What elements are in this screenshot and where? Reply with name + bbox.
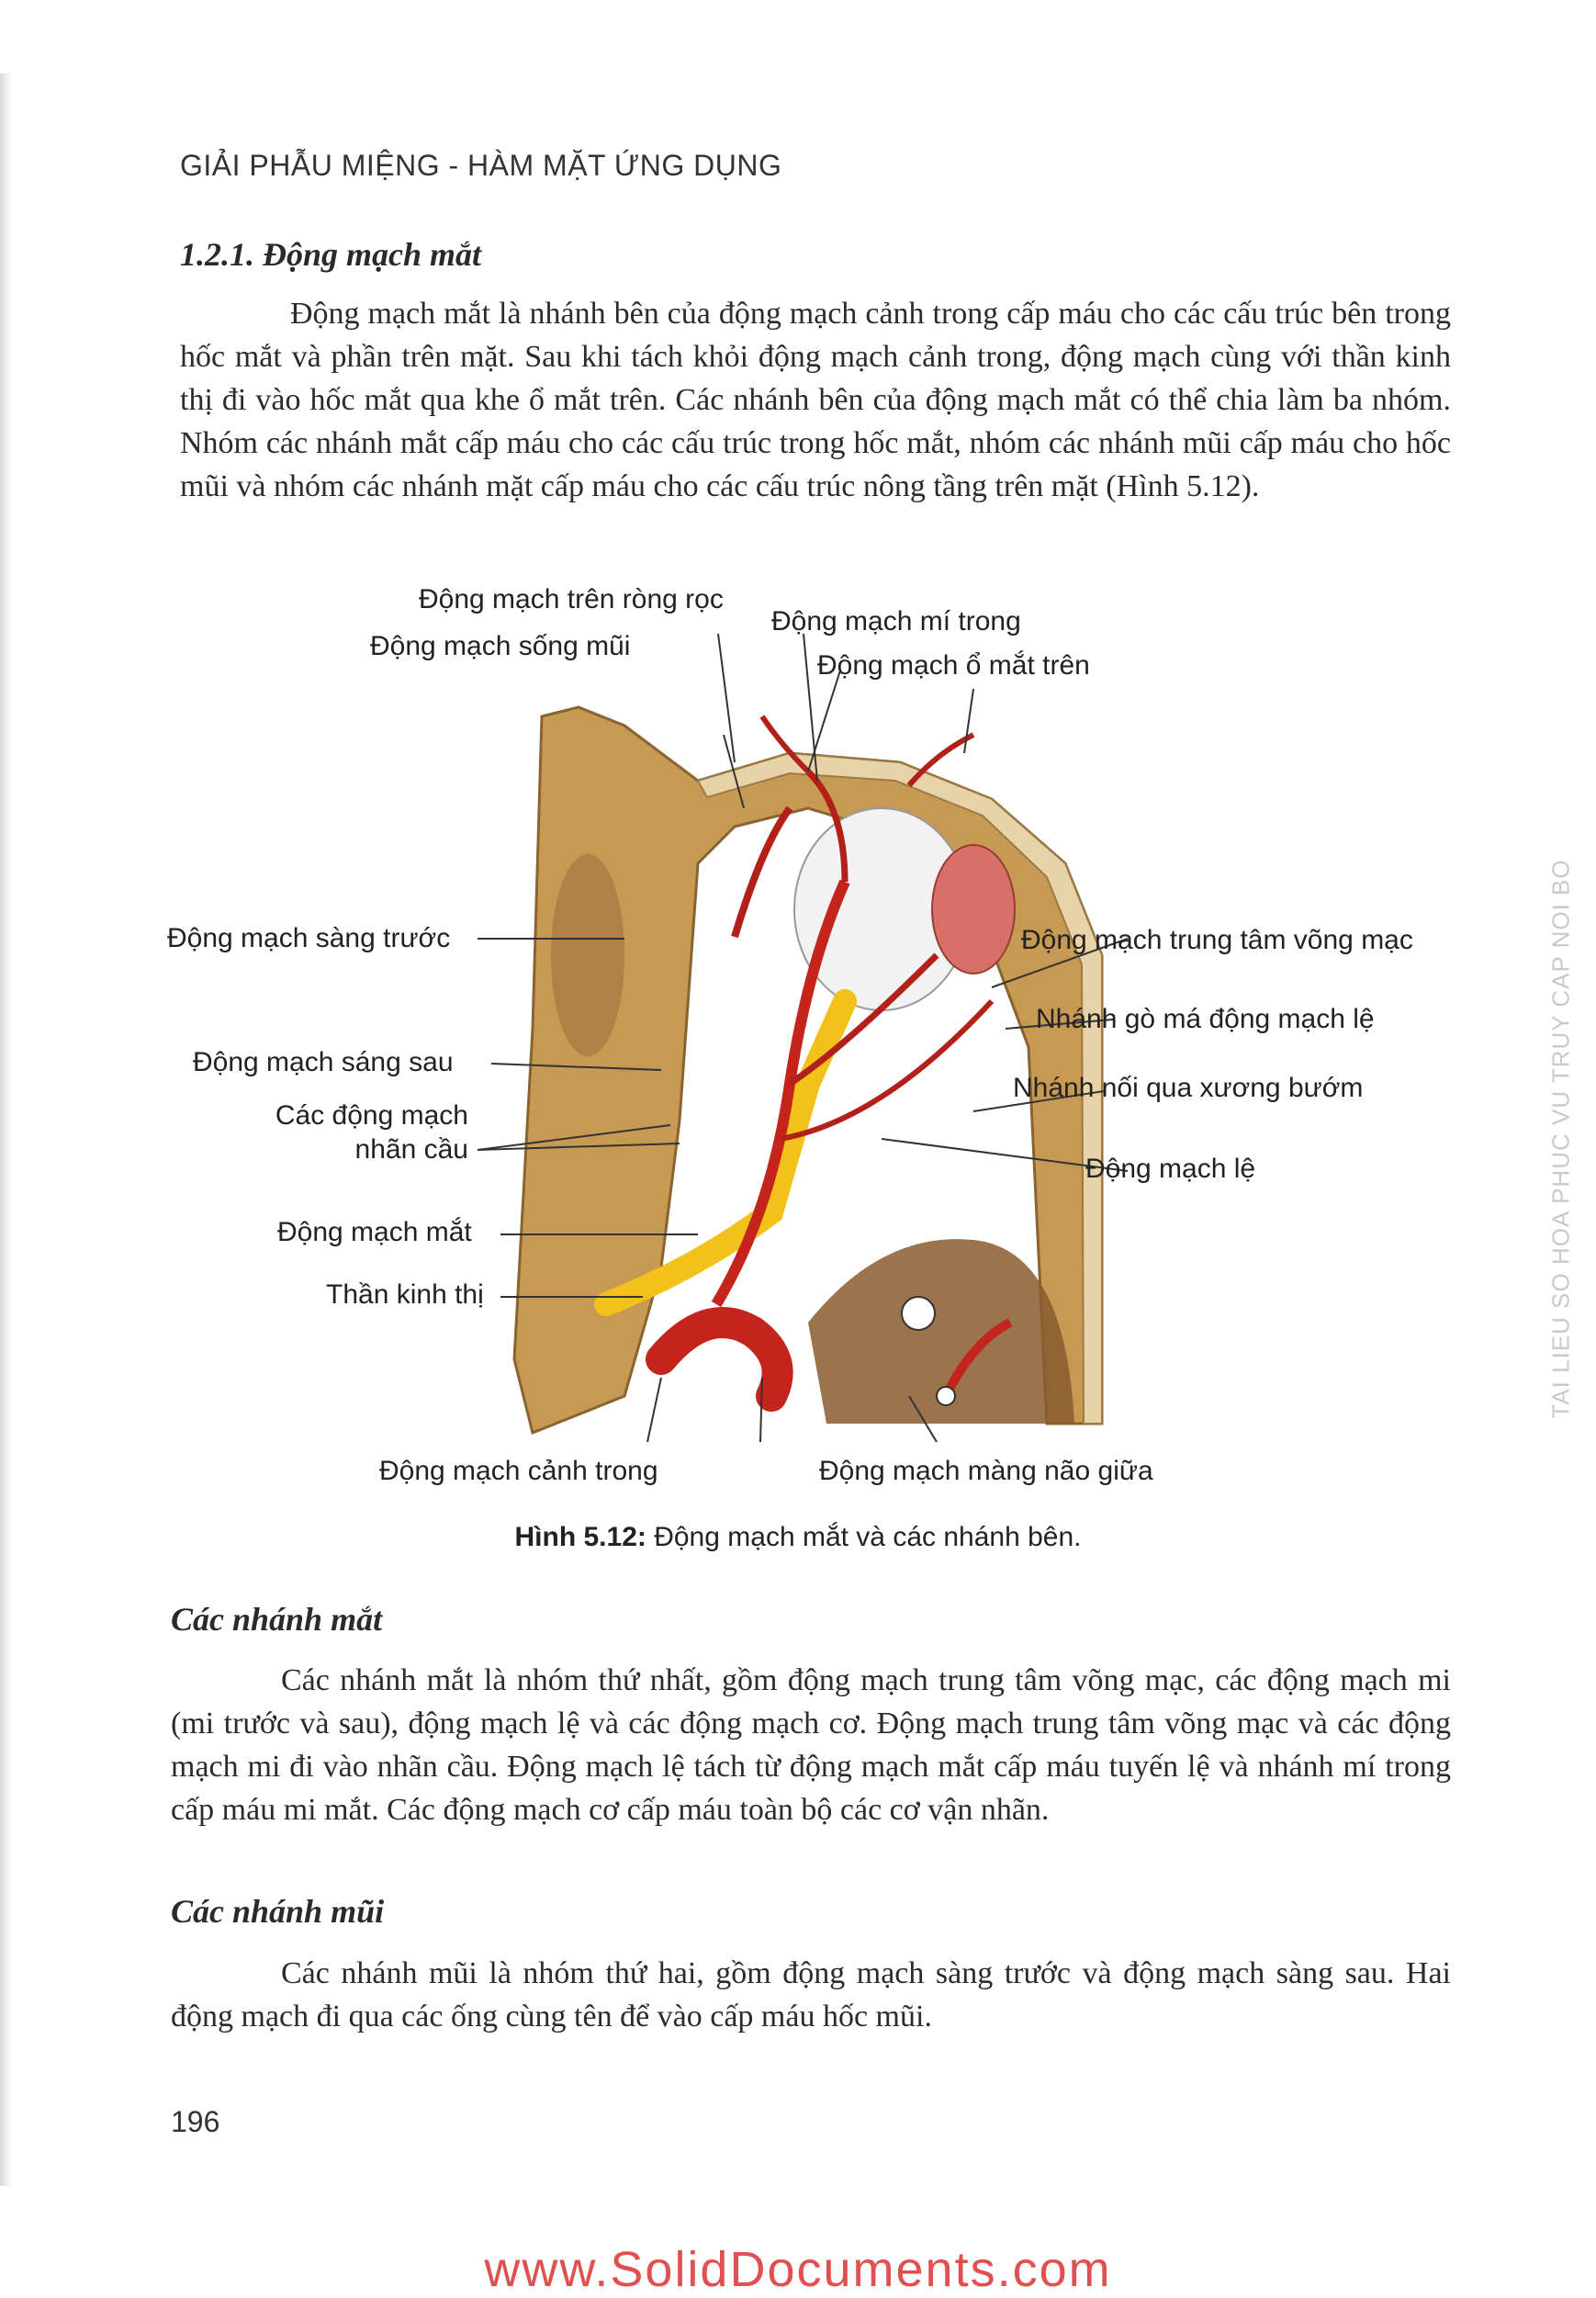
ethmoid-cells: [551, 854, 624, 1056]
label-sphenoid-anastomosis: Nhánh nối qua xương bướm: [1013, 1073, 1364, 1103]
label-zygomatic-branch: Nhánh gò má động mạch lệ: [1036, 1004, 1375, 1034]
label-supratrochlear: Động mạch trên ròng rọc: [419, 584, 724, 614]
figure-caption-text: Động mạch mắt và các nhánh bên.: [646, 1522, 1082, 1552]
label-ciliary-line1: Các động mạch: [275, 1100, 468, 1131]
section-heading: 1.2.1. Động mạch mắt: [180, 236, 482, 273]
internal-carotid-artery: [661, 1323, 778, 1396]
figure-caption-label: Hình 5.12:: [514, 1522, 646, 1552]
label-ophthalmic: Động mạch mắt: [277, 1217, 472, 1247]
label-anterior-ethmoidal: Động mạch sàng trước: [167, 923, 451, 953]
label-internal-carotid: Động mạch cảnh trong: [379, 1456, 658, 1486]
label-supraorbital: Động mạch ổ mắt trên: [817, 650, 1090, 681]
foramen-1: [902, 1297, 935, 1330]
label-posterior-ethmoidal: Động mạch sáng sau: [193, 1047, 454, 1077]
label-medial-palpebral: Động mạch mí trong: [771, 606, 1021, 636]
ophthalmic-artery-figure: [147, 569, 1469, 1488]
label-central-retinal: Động mạch trung tâm võng mạc: [1021, 925, 1413, 955]
label-optic-nerve: Thần kinh thị: [326, 1279, 484, 1310]
side-watermark: TAI LIEU SO HOA PHUC VU TRUY CAP NOI BO: [1546, 859, 1575, 1419]
label-ciliary-line2: nhãn cầu: [354, 1134, 468, 1165]
label-middle-meningeal: Động mạch màng não giữa: [819, 1456, 1153, 1486]
label-dorsal-nasal: Động mạch sống mũi: [370, 631, 631, 661]
intro-paragraph: Động mạch mắt là nhánh bên của động mạch cảnh trong cấp máu cho các cấu trúc bên trong hốc mắt và phần trên mặt. Sau khi tách khỏi động mạch cảnh trong, động mạch cùng với thần kinh thị đi vào hốc mắt qua khe ổ mắt trên. Các nhánh bên của động mạch mắt có thể chia làm ba nhóm. Nhóm các nhánh mắt cấp máu cho các cấu trúc trong hốc mắt, nhóm các nhánh mũi cấp máu cho hốc mũi và nhóm các nhánh mặt cấp máu cho các cấu trúc nông tầng trên mặt (Hình 5.12).: [180, 297, 1451, 503]
artery-branch-6: [735, 808, 790, 937]
page-edge-shadow: [0, 73, 13, 2186]
nasal-branches-paragraph: Các nhánh mũi là nhóm thứ hai, gồm động mạch sàng trước và động mạch sàng sau. Hai động mạch đi qua các ống cùng tên để vào cấp máu hốc mũi.: [171, 1956, 1451, 2033]
ocular-branches-paragraph: Các nhánh mắt là nhóm thứ nhất, gồm động mạch trung tâm võng mạc, các động mạch mi (mi trước và sau), động mạch lệ và các động mạch cơ. Động mạch trung tâm võng mạc và các động mạch mi đi vào nhãn cầu. Động mạch lệ tách từ động mạch mắt cấp máu tuyến lệ và nhánh mí trong cấp máu mi mắt. Các động mạch cơ cấp máu toàn bộ các cơ vận nhãn.: [171, 1663, 1451, 1827]
nasal-branches-heading: Các nhánh mũi: [171, 1893, 385, 1930]
page-number: 196: [171, 2105, 220, 2138]
foramen-2: [937, 1387, 955, 1405]
bottom-watermark: www.SolidDocuments.com: [484, 2242, 1112, 2297]
ocular-branches-heading: Các nhánh mắt: [171, 1601, 383, 1638]
running-head: GIẢI PHẪU MIỆNG - HÀM MẶT ỨNG DỤNG: [180, 149, 782, 182]
lacrimal-gland: [932, 845, 1015, 974]
figure-caption: [0, 1522, 1596, 1553]
label-lacrimal: Động mạch lệ: [1085, 1154, 1256, 1184]
